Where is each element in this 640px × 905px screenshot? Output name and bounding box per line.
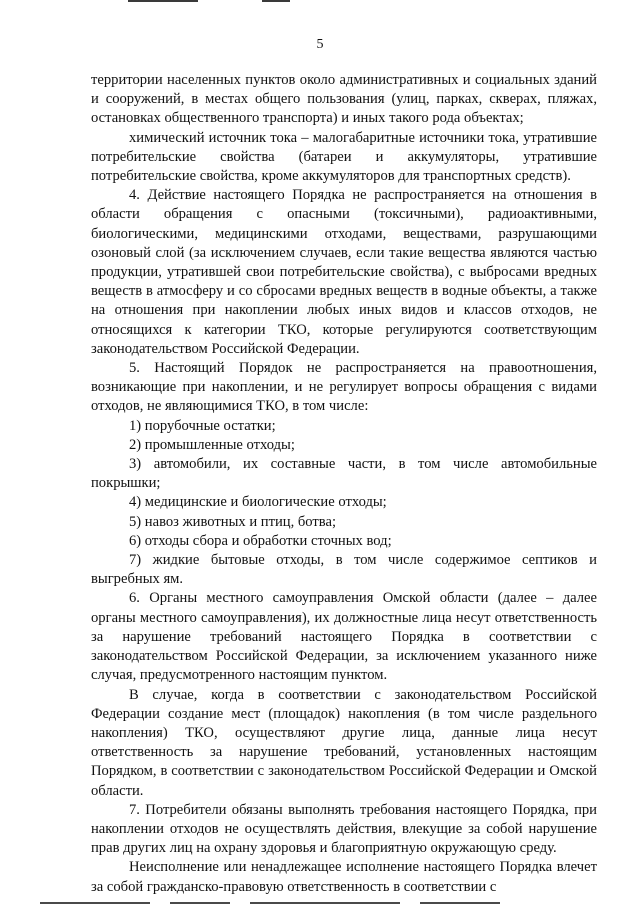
list-item-2: 2) промышленные отходы; — [129, 436, 295, 453]
paragraph-clause-6: 6. Органы местного самоуправления Омской области (далее – далее органы местного самоуправления), их должностные лица несут ответственность за нарушение требований настоящего Порядка в соответствии с законодательством Российской Федерации, за исключением указанного ниже случая, предусмотренного настоящим пунктом. — [91, 590, 597, 684]
scan-artifact — [262, 0, 290, 2]
scan-artifact — [128, 0, 198, 2]
scan-artifact — [40, 902, 150, 904]
paragraph-clause-7: 7. Потребители обязаны выполнять требования настоящего Порядка, при накоплении отходов не осуществлять действия, влекущие за собой нарушение прав других лиц на охрану здоровья и благоприятную окружающую среду. — [91, 801, 597, 857]
paragraph-clause-6-case: В случае, когда в соответствии с законодательством Российской Федерации создание мест (площадок) накопления (в том числе раздельного накопления) ТКО, осуществляют другие лица, данные лица несут ответственность за нарушение требований, установленных настоящим Порядком, в соответствии с законодательством Российской Федерации и Омской области. — [91, 686, 597, 799]
paragraph-definition-continuation: территории населенных пунктов около административных и социальных зданий и сооружений, в местах общего пользования (улиц, парках, скверах, пляжах, остановках общественного транспорта) и иных такого рода объектах; — [91, 72, 597, 127]
paragraph-definition-battery: химический источник тока – малогабаритные источники тока, утратившие потребительские свойства (батареи и аккумуляторы, утратившие потребительские свойства, кроме аккумуляторов для транспортных средств). — [91, 129, 597, 185]
list-item-7: 7) жидкие бытовые отходы, в том числе содержимое септиков и выгребных ям. — [91, 552, 597, 588]
paragraph-clause-5: 5. Настоящий Порядок не распространяется на правоотношения, возникающие при накоплении, и не регулирует вопросы обращения с видами отходов, не являющимися ТКО, в том числе: — [91, 360, 597, 415]
document-body — [91, 71, 597, 897]
scan-artifact — [420, 902, 500, 904]
scan-edge-top — [0, 0, 640, 4]
paragraph-clause-4: 4. Действие настоящего Порядка не распространяется на отношения в области обращения с опасными (токсичными), радиоактивными, биологическими, медицинскими отходами, веществами, разрушающими озоновый слой (за исключением случаев, если такие вещества являются частью продукции, утратившей свои потребительские свойства), с выбросами вредных веществ в атмосферу и со сбросами вредных веществ в водные объекты, а также на отношения при накоплении любых иных видов и классов отходов, не относящихся к категории ТКО, которые регулируются соответствующим законодательством Российской Федерации. — [91, 187, 597, 357]
list-item-1: 1) порубочные остатки; — [129, 417, 276, 434]
list-item-3: 3) автомобили, их составные части, в том числе автомобильные покрышки; — [91, 456, 597, 492]
list-item-5: 5) навоз животных и птиц, ботва; — [129, 513, 337, 530]
page-number: 5 — [316, 37, 324, 52]
list-item-4: 4) медицинские и биологические отходы; — [129, 494, 387, 511]
paragraph-liability: Неисполнение или ненадлежащее исполнение настоящего Порядка влечет за собой гражданско-правовую ответственность в соответствии с — [91, 859, 597, 895]
scan-artifact — [250, 902, 400, 904]
scan-artifact — [170, 902, 230, 904]
scan-edge-bottom — [0, 901, 640, 905]
list-item-6: 6) отходы сбора и обработки сточных вод; — [129, 532, 392, 549]
